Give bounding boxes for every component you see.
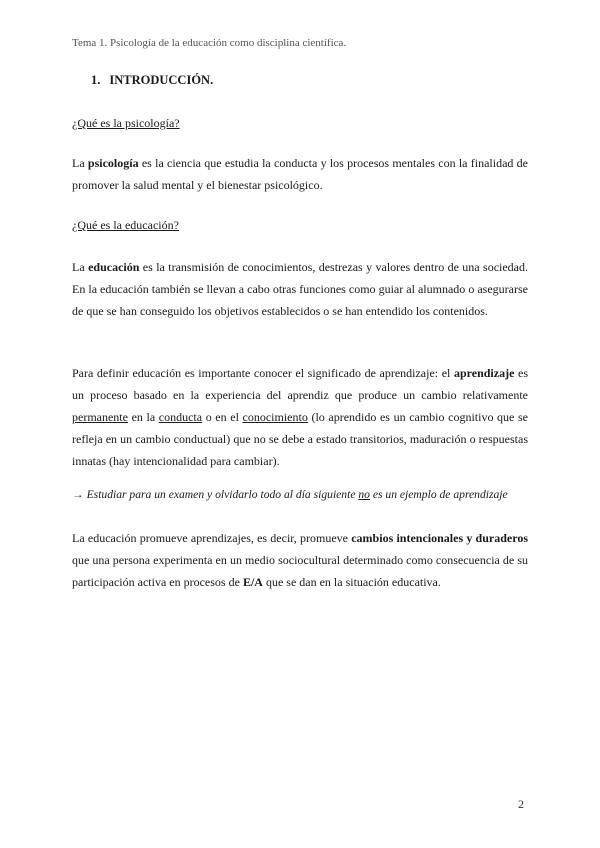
- section-number: 1.: [91, 73, 101, 87]
- page-number: 2: [518, 797, 524, 811]
- paragraph-educacion: La educación es la transmisión de conocimientos, destrezas y valores dentro de una sociedad. En la educación también se llevan a cabo otras funciones como guiar al alumnado o asegurarse de que se han conseguido los objetivos establecidos o se han entendido los contenidos.: [72, 260, 529, 318]
- underlined-conducta: conducta: [158, 410, 203, 424]
- term-aprendizaje: aprendizaje: [453, 366, 515, 380]
- example-note: → Estudiar para un examen y olvidarlo todo al día siguiente no es un ejemplo de aprendizaje: [72, 488, 508, 501]
- underlined-no: no: [358, 488, 370, 501]
- term-psicologia: psicología: [87, 156, 139, 170]
- question-psicologia: ¿Qué es la psicología?: [72, 116, 180, 130]
- paragraph-promueve: La educación promueve aprendizajes, es decir, promueve cambios intencionales y duraderos que una persona experimenta en un medio sociocultural determinado como consecuencia de su participación activa en procesos de E/A que se dan en la situación educativa.: [72, 531, 528, 589]
- arrow-icon: →: [72, 488, 84, 501]
- running-header: Tema 1. Psicología de la educación como disciplina científica.: [72, 37, 347, 49]
- section-title: INTRODUCCIÓN.: [109, 73, 214, 87]
- underlined-conocimiento: conocimiento: [242, 410, 308, 424]
- paragraph-aprendizaje: Para definir educación es importante conocer el significado de aprendizaje: el aprendizaje es un proceso basado en la experiencia del aprendiz que produce un cambio relativamente permanente en la conducta o en el conocimiento (lo aprendido es un cambio cognitivo que se refleja en un cambio conductual) que no se debe a estado transitorios, maduración o respuestas innatas (hay intencionalidad para cambiar).: [72, 366, 529, 468]
- term-cambios: cambios intencionales y duraderos: [351, 531, 528, 545]
- paragraph-psicologia: La psicología es la ciencia que estudia la conducta y los procesos mentales con la finalidad de promover la salud mental y el bienestar psicológico.: [72, 156, 528, 192]
- term-ea: E/A: [242, 575, 263, 589]
- section-heading: [91, 73, 213, 88]
- term-educacion: educación: [88, 260, 140, 274]
- underlined-permanente: permanente: [72, 410, 128, 424]
- question-educacion: ¿Qué es la educación?: [72, 218, 179, 232]
